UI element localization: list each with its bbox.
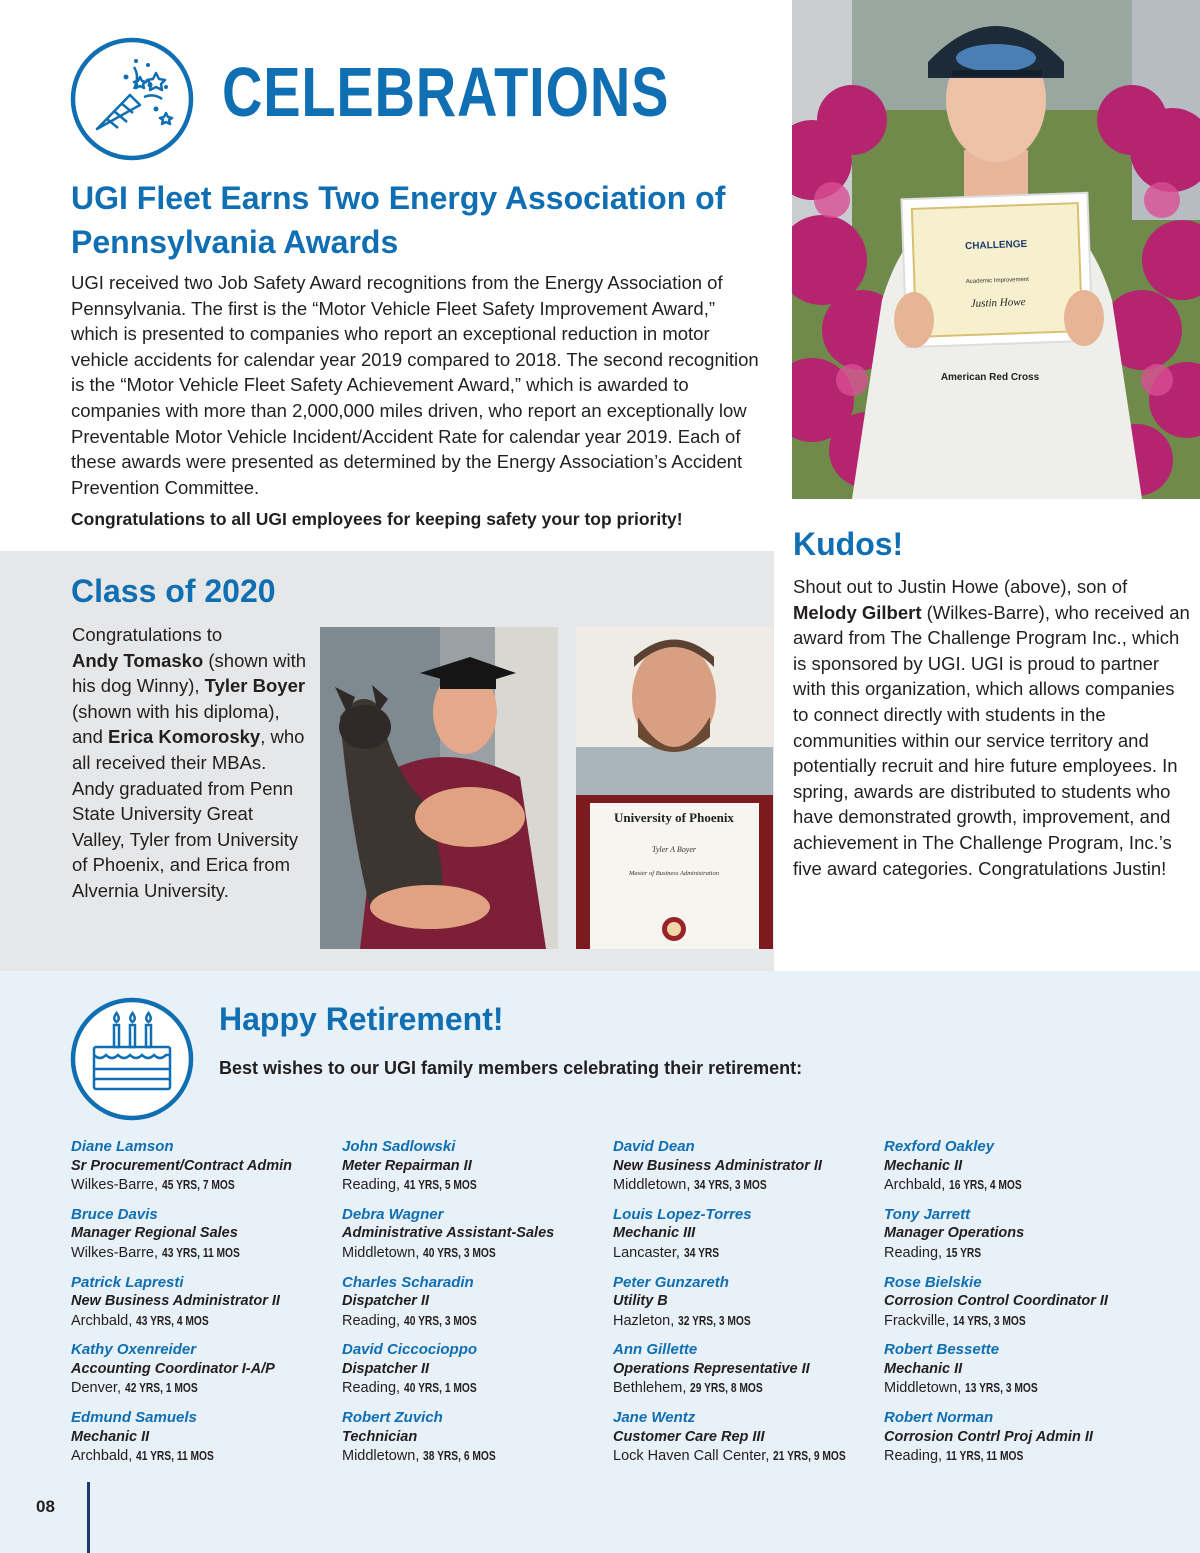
retiree-location: Middletown, [884,1380,962,1397]
retiree-location: Frackville, [884,1312,950,1329]
retiree-location-line [613,1312,878,1332]
retiree-title: Mechanic II [884,1157,963,1174]
class-text: (shown with his dog Winny), [72,649,307,697]
retiree-tenure: 29 YRS, 8 MOS [690,1381,764,1396]
retiree-location: Bethlehem, [613,1380,687,1397]
certificate-name: Justin Howe [970,296,1026,310]
retiree-title: Corrosion Control Coordinator II [884,1293,1108,1310]
retiree-entry [884,1273,1149,1341]
retiree-name: Edmund Samuels [71,1409,197,1427]
retiree-tenure: 13 YRS, 3 MOS [965,1381,1039,1396]
retiree-location: Middletown, [342,1244,420,1261]
certificate-logo: CHALLENGE [964,238,1028,253]
class-text: (shown with his diploma), and [72,700,280,748]
retiree-name: Bruce Davis [71,1205,158,1223]
class-text: Congratulations to [72,624,223,645]
retiree-title: Mechanic III [613,1225,696,1242]
retiree-entry [342,1205,607,1273]
retiree-tenure: 32 YRS, 3 MOS [678,1313,752,1328]
retiree-column [71,1137,336,1476]
retiree-location: Wilkes-Barre, [71,1244,159,1261]
retiree-entry [613,1340,878,1408]
retiree-title: Technician [342,1428,418,1445]
retiree-tenure: 38 YRS, 6 MOS [423,1449,497,1464]
retiree-location: Middletown, [613,1177,691,1193]
retiree-location: Reading, [884,1448,943,1465]
retiree-title: Sr Procurement/Contract Admin [71,1157,293,1174]
retiree-tenure: 15 YRS [946,1245,982,1260]
retiree-name: Diane Lamson [71,1138,174,1155]
retiree-title: New Business Administrator II [613,1157,822,1174]
retiree-tenure: 43 YRS, 4 MOS [136,1313,210,1328]
retiree-tenure: 14 YRS, 3 MOS [953,1313,1027,1328]
retiree-location-line [342,1379,607,1399]
retiree-entry [884,1137,1149,1205]
retiree-location-line [71,1244,336,1264]
retiree-entry [342,1408,607,1476]
retirement-subheading: Best wishes to our UGI family members celebrating their retirement: [219,1058,803,1078]
shirt-text: American Red Cross [940,372,1040,383]
retiree-location-line [884,1447,1149,1467]
retiree-location-line [71,1447,336,1467]
retiree-name: Kathy Oxenreider [71,1341,197,1359]
retiree-location: Wilkes-Barre, [71,1177,159,1193]
retiree-location-line [884,1176,1149,1196]
retiree-name: Peter Gunzareth [613,1273,729,1291]
retiree-title: Mechanic II [71,1428,150,1445]
retiree-entry [613,1137,878,1205]
graduate-name: Andy Tomasko [72,649,204,671]
graduate-name: Tyler Boyer [204,675,306,697]
retiree-location-line [884,1379,1149,1399]
retiree-column [884,1137,1149,1476]
retiree-title: Meter Repairman II [342,1157,472,1174]
retiree-tenure: 40 YRS, 3 MOS [404,1313,477,1328]
retiree-entry [342,1137,607,1205]
retiree-title: Manager Operations [884,1225,1025,1242]
retiree-location: Denver, [71,1380,121,1397]
certificate-line: Academic Improvement [965,276,1029,286]
article-body: UGI received two Job Safety Award recognitions from the Energy Association of Pennsylvania. The first is the “Motor Vehicle Fleet Safety Improvement Award,” which is presented to companies who report an exceptional reduction in motor vehicle accidents for calendar year 2019 compared to 2018. The second recognition is the “Motor Vehicle Fleet Safety Achievement Award,” which is awarded to companies with more than 2,000,000 miles driven, who report an exceptionally low Preventable Motor Vehicle Incident/Accident Rate for calendar year 2019. Each of these awards were presented as determined by the Energy Association’s Accident Prevention Committee. [71,272,759,498]
class-of-2020-body [72,622,308,904]
retiree-title: Operations Representative II [613,1360,810,1377]
retiree-tenure: 41 YRS, 11 MOS [136,1449,215,1464]
retiree-name: Robert Bessette [884,1341,1000,1359]
page-number: 08 [36,1497,55,1516]
retiree-name: David Ciccocioppo [342,1341,478,1359]
retiree-tenure: 21 YRS, 9 MOS [773,1449,847,1464]
kudos-text: (Wilkes-Barre), who received an award from The Challenge Program Inc., which is sponsored by UGI. UGI is proud to partner with this organization, which allows companies to connect directly with students in the communities within our service territory and potentially recruit and hire future employees. In spring, awards are distributed to students who have demonstrated growth, improvement, and achievement in The Challenge Program, Inc.’s five award categories. Congratulations Justin! [793,601,1190,879]
retiree-location: Lock Haven Call Center, [613,1448,770,1465]
kudos-text: Shout out to Justin Howe (above), son of [793,576,1128,597]
retiree-name: Rose Bielskie [884,1273,982,1291]
retiree-location: Middletown, [342,1448,420,1465]
diploma-degree: Master of Business Administration [629,870,719,877]
retiree-location-line [613,1176,878,1196]
retiree-location-line [342,1447,607,1467]
retiree-entry [613,1408,878,1476]
retiree-name: Ann Gillette [613,1341,698,1359]
retiree-name: Patrick Lapresti [71,1273,184,1291]
parent-name: Melody Gilbert [793,601,922,623]
retiree-location: Archbald, [71,1312,133,1329]
retiree-location: Reading, [342,1380,401,1397]
retiree-title: Corrosion Contrl Proj Admin II [884,1428,1093,1445]
birthday-cake-icon [70,997,194,1121]
retiree-name: Tony Jarrett [884,1205,971,1223]
article-congrats: Congratulations to all UGI employees for keeping safety your top priority! [71,509,683,529]
retiree-title: Utility B [613,1293,668,1310]
justin-howe-photo [792,0,1200,499]
retiree-title: Dispatcher II [342,1360,430,1377]
class-text: , who all received their MBAs. Andy graduated from Penn State University Great Valley, Tyler from University of Phoenix, and Erica from Alvernia University. [72,726,305,901]
retiree-location: Archbald, [71,1448,133,1465]
retiree-entry [613,1273,878,1341]
retiree-location-line [613,1447,878,1467]
retiree-tenure: 34 YRS, 3 MOS [694,1178,768,1192]
retiree-tenure: 11 YRS, 11 MOS [946,1449,1024,1464]
retiree-title: Administrative Assistant-Sales [342,1225,555,1242]
retiree-column [342,1137,607,1476]
graduate-name: Erica Komorosky [108,726,261,748]
retiree-location-line [884,1312,1149,1332]
kudos-heading: Kudos! [793,526,904,562]
retiree-location-line [71,1176,336,1196]
retiree-name: John Sadlowski [342,1138,456,1155]
retiree-title: Dispatcher II [342,1293,430,1310]
retiree-entry [613,1205,878,1273]
retiree-entry [71,1408,336,1476]
andy-tomasko-photo [320,627,558,949]
retiree-name: Jane Wentz [613,1409,696,1427]
retiree-location: Archbald, [884,1177,946,1193]
retiree-location-line [71,1379,336,1399]
retiree-tenure: 40 YRS, 3 MOS [423,1245,497,1260]
retiree-title: Customer Care Rep III [613,1428,765,1445]
kudos-body [793,574,1193,881]
retiree-location: Reading, [342,1312,401,1329]
retiree-tenure: 43 YRS, 11 MOS [162,1245,240,1260]
retiree-entry [71,1340,336,1408]
retiree-title: Mechanic II [884,1360,963,1377]
retiree-name: Robert Zuvich [342,1409,443,1427]
retiree-entry [884,1408,1149,1476]
tyler-boyer-photo [576,627,773,949]
retiree-title: New Business Administrator II [71,1293,280,1310]
retiree-tenure: 16 YRS, 4 MOS [949,1178,1023,1192]
retiree-location-line [884,1244,1149,1264]
retiree-name: Robert Norman [884,1409,994,1427]
retiree-location-line [613,1244,878,1264]
retiree-name: Louis Lopez-Torres [613,1205,752,1223]
retiree-location-line [342,1244,607,1264]
article-heading: UGI Fleet Earns Two Energy Association of Pennsylvania Awards [71,180,726,260]
retiree-location: Reading, [342,1177,401,1193]
retiree-location-line [342,1312,607,1332]
retiree-entry [71,1205,336,1273]
retiree-entry [884,1205,1149,1273]
party-popper-icon [70,37,194,161]
retiree-name: David Dean [613,1138,695,1155]
retiree-tenure: 42 YRS, 1 MOS [125,1381,198,1396]
retiree-location: Reading, [884,1244,943,1261]
retirement-heading: Happy Retirement! [219,1001,504,1037]
retiree-entry [342,1273,607,1341]
retiree-location-line [71,1312,336,1332]
page-divider [87,1482,90,1553]
retiree-tenure: 40 YRS, 1 MOS [404,1381,477,1396]
retiree-title: Manager Regional Sales [71,1225,238,1242]
retiree-entry [884,1340,1149,1408]
retiree-location: Hazleton, [613,1312,675,1329]
retiree-location: Lancaster, [613,1244,680,1261]
retiree-entry [71,1137,336,1205]
retiree-name: Debra Wagner [342,1205,444,1223]
retiree-name: Charles Scharadin [342,1273,474,1291]
retiree-entry [71,1273,336,1341]
retiree-entry [342,1340,607,1408]
retiree-name: Rexford Oakley [884,1138,995,1155]
retiree-tenure: 45 YRS, 7 MOS [162,1178,235,1192]
retiree-tenure: 34 YRS [683,1245,720,1260]
diploma-school: University of Phoenix [614,810,734,825]
retiree-tenure: 41 YRS, 5 MOS [404,1178,477,1192]
page-title: CELEBRATIONS [222,53,670,131]
retiree-location-line [613,1379,878,1399]
diploma-name: Tyler A Boyer [652,845,696,854]
retiree-title: Accounting Coordinator I-A/P [71,1360,275,1377]
retiree-location-line [342,1176,607,1196]
class-of-2020-heading: Class of 2020 [71,573,276,609]
retiree-column [613,1137,878,1476]
